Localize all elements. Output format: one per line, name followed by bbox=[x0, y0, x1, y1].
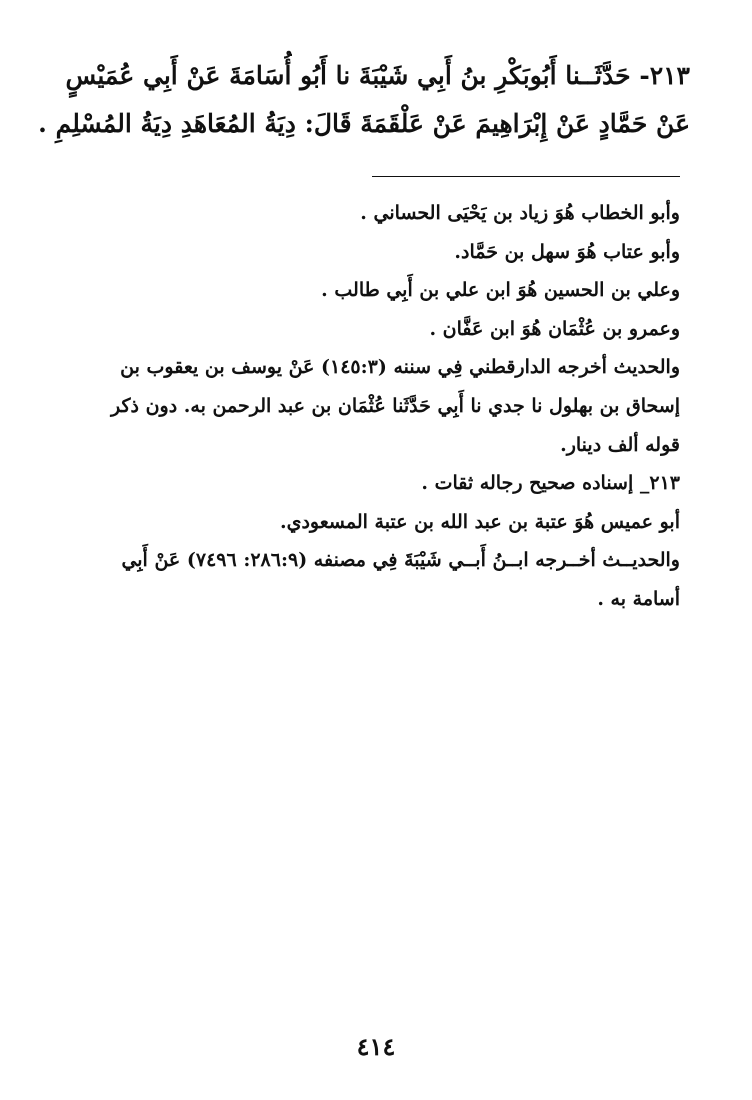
footnote-line: ٢١٣_ إسناده صحيح رجاله ثقات . bbox=[421, 472, 680, 495]
footnote-line: وعلي بن الحسين هُوَ ابن علي بن أَبِي طالب . bbox=[321, 279, 680, 302]
footnote-line: وأبو عتاب هُوَ سهل بن حَمَّاد. bbox=[454, 240, 680, 263]
hadith-line: عَنْ حَمَّادٍ عَنْ إِبْرَاهِيمَ عَنْ عَلْقَمَةَ قَالَ: دِيَةُ المُعَاهَدِ دِيَةُ المُسْلِمِ . bbox=[38, 109, 690, 138]
hadith-line: ٢١٣- حَدَّثَــنا أَبُوبَكْرِ بنُ أَبِي شَيْبَةَ نا أَبُو أُسَامَةَ عَنْ أَبِي عُمَيْسٍ bbox=[65, 61, 690, 90]
footnote-line: أسامة به . bbox=[597, 587, 680, 610]
footnote-line: والحديث أخرجه الدارقطني فِي سننه (١٤٥:٣) عَنْ يوسف بن يعقوب بن bbox=[120, 356, 680, 379]
footnote-divider bbox=[372, 176, 680, 177]
footnote-line: قوله ألف دينار. bbox=[560, 433, 680, 456]
footnote-line: أبو عميس هُوَ عتبة بن عبد الله بن عتبة المسعودي. bbox=[279, 510, 680, 533]
hadith-text bbox=[38, 52, 690, 148]
footnote-line: والحديــث أخــرجه ابــنُ أَبــي شَيْبَةَ فِي مصنفه (٢٨٦:٩: ٧٤٩٦) عَنْ أَبِي bbox=[121, 549, 680, 572]
footnote-line: إسحاق بن بهلول نا جدي نا أَبِي حَدَّثَنا عُثْمَان بن عبد الرحمن به. دون ذكر bbox=[111, 394, 680, 417]
footnotes bbox=[60, 194, 680, 619]
footnote-line: وعمرو بن عُثْمَان هُوَ ابن عَفَّان . bbox=[429, 317, 680, 340]
footnote-line: وأبو الخطاب هُوَ زياد بن يَحْيَى الحساني . bbox=[360, 202, 680, 224]
page-number: ٤١٤ bbox=[356, 1032, 396, 1061]
